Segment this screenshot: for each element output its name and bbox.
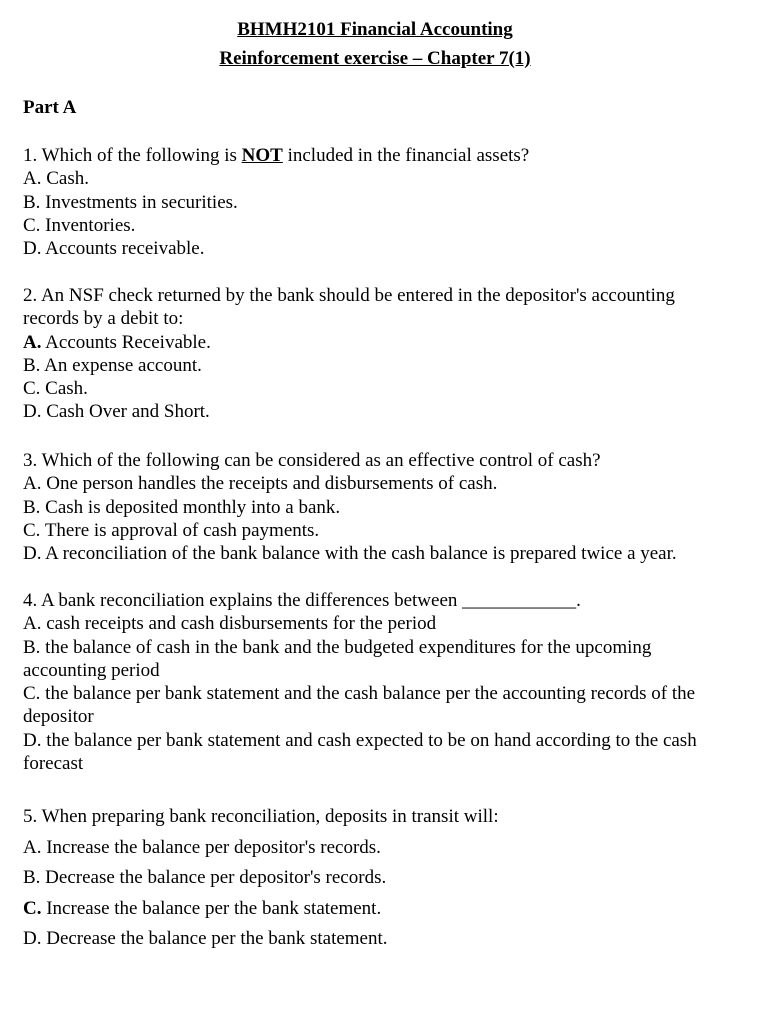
question-5-option-b: B. Decrease the balance per depositor's records. <box>23 867 387 888</box>
question-4-option-c: C. the balance per bank statement and the cash balance per the accounting records of the depositor <box>23 683 696 728</box>
question-3-option-b: B. Cash is deposited monthly into a bank. <box>23 496 341 518</box>
question-2-option-a-text: Accounts Receivable. <box>41 331 211 353</box>
question-4-option-d: D. the balance per bank statement and cash expected to be on hand according to the cash forecast <box>23 729 697 775</box>
question-1-option-a: A. Cash. <box>23 168 89 190</box>
question-4-option-b: B. the balance of cash in the bank and the budgeted expenditures for the upcoming accounting period <box>23 636 652 681</box>
exercise-subtitle: Reinforcement exercise – Chapter 7(1) <box>219 48 531 69</box>
question-2-option-b: B. An expense account. <box>23 354 202 376</box>
question-3-option-d: D. A reconciliation of the bank balance with the cash balance is prepared twice a year. <box>23 543 677 565</box>
question-1-option-b: B. Investments in securities. <box>23 191 238 213</box>
question-1-emphasis: NOT <box>241 145 283 166</box>
question-1-option-d: D. Accounts receivable. <box>23 238 205 260</box>
question-3-stem: 3. Which of the following can be considered as an effective control of cash? <box>23 450 601 471</box>
question-2-option-d: D. Cash Over and Short. <box>23 401 210 423</box>
question-3 <box>23 449 743 565</box>
course-title: BHMH2101 Financial Accounting <box>237 19 513 40</box>
question-1-stem-pre: 1. Which of the following is <box>23 145 242 166</box>
question-3-option-c: C. There is approval of cash payments. <box>23 519 320 541</box>
question-1-option-c: C. Inventories. <box>23 214 136 236</box>
question-1 <box>23 144 743 260</box>
question-3-option-a: A. One person handles the receipts and disbursements of cash. <box>23 473 498 495</box>
question-5-option-c-letter: C. <box>23 897 42 919</box>
question-1-stem-post: included in the financial assets? <box>282 145 530 166</box>
question-2-option-a-letter: A. <box>23 331 42 353</box>
question-5-option-c-text: Increase the balance per the bank statement. <box>41 897 382 919</box>
question-2-option-a <box>23 331 735 354</box>
question-4-stem: 4. A bank reconciliation explains the differences between ____________. <box>23 590 581 611</box>
question-4-option-a: A. cash receipts and cash disbursements for the period <box>23 613 437 635</box>
question-2-stem: 2. An NSF check returned by the bank should be entered in the depositor's accounting records by a debit to: <box>23 285 675 330</box>
question-5-option-c <box>23 894 743 925</box>
question-5-stem: 5. When preparing bank reconciliation, deposits in transit will: <box>23 806 499 827</box>
question-4 <box>23 589 713 775</box>
question-2-option-c: C. Cash. <box>23 378 88 400</box>
question-5-option-d: D. Decrease the balance per the bank statement. <box>23 928 388 949</box>
question-5-option-a: A. Increase the balance per depositor's records. <box>23 836 381 858</box>
question-2 <box>23 284 735 424</box>
question-5 <box>23 802 743 955</box>
question-1-stem <box>23 144 743 167</box>
part-label: Part A <box>23 97 77 118</box>
